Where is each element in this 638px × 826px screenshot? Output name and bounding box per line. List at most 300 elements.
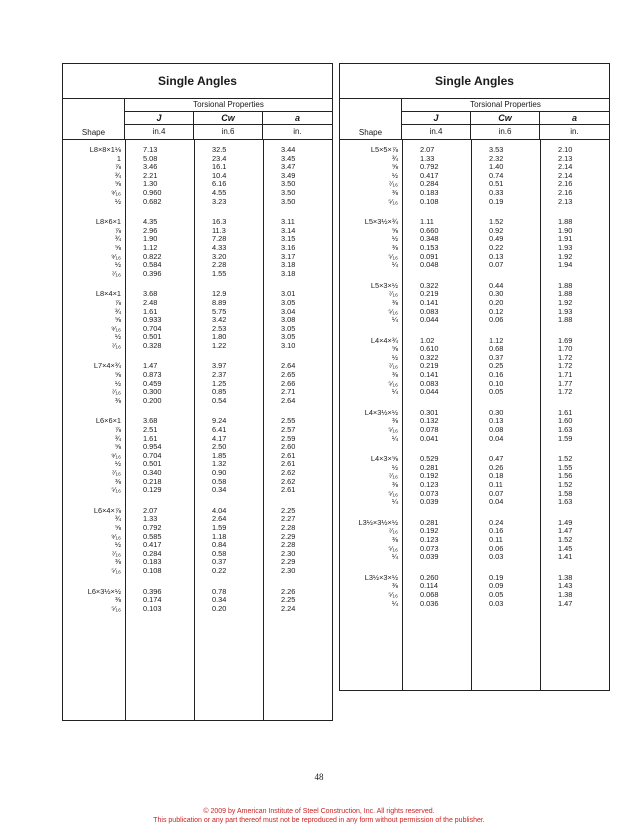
shape-group xyxy=(340,282,609,325)
j-cell: 0.660 xyxy=(420,225,439,235)
shape-cell: ¾ xyxy=(114,170,121,180)
j-cell: 1.30 xyxy=(143,179,158,189)
shape-cell: ½ xyxy=(114,260,121,270)
cw-cell: 10.4 xyxy=(212,170,227,180)
copyright-line-2: This publication or any part thereof must not be reproduced in any form without permission of the publisher. xyxy=(153,817,485,824)
cw-cell: 32.5 xyxy=(212,145,227,154)
a-cell: 3.08 xyxy=(281,315,296,325)
shape-cell: ⁹⁄₁₆ xyxy=(111,323,121,333)
shape-group xyxy=(63,362,332,405)
shape-cell: ⅞ xyxy=(114,425,121,435)
shape-cell: ⁵⁄₁₆ xyxy=(111,603,121,613)
table-row xyxy=(340,498,609,507)
shape-cell: L7×4×¾ xyxy=(93,361,121,371)
shape-cell: ½ xyxy=(114,540,121,550)
right-table-header xyxy=(340,99,609,140)
j-cell: 0.501 xyxy=(143,459,162,469)
j-cell: 0.300 xyxy=(143,387,162,397)
cw-cell: 0.49 xyxy=(489,234,504,244)
j-cell: 0.960 xyxy=(143,187,162,197)
shape-cell: L4×4×¾ xyxy=(370,335,398,345)
shape-cell: ⅝ xyxy=(114,315,121,325)
cw-cell: 0.92 xyxy=(489,225,504,235)
a-cell: 3.17 xyxy=(281,251,296,261)
shape-cell: ½ xyxy=(391,462,398,472)
cw-cell: 1.40 xyxy=(489,162,504,172)
j-cell: 0.132 xyxy=(420,416,439,426)
shape-group xyxy=(340,574,609,608)
shape-cell: ⅝ xyxy=(114,370,121,380)
j-cell: 0.083 xyxy=(420,306,439,316)
table-row xyxy=(340,435,609,444)
j-cell: 0.348 xyxy=(420,234,439,244)
shape-cell: L8×8×1⅛ xyxy=(89,145,121,154)
a-cell: 1.88 xyxy=(558,217,573,227)
j-cell: 0.260 xyxy=(420,572,439,582)
shape-cell: ⅝ xyxy=(114,242,121,252)
j-cell: 0.284 xyxy=(420,179,439,189)
cw-cell: 4.17 xyxy=(212,433,227,443)
cw-cell: 0.58 xyxy=(212,476,227,486)
cw-cell: 7.28 xyxy=(212,234,227,244)
cw-cell: 0.25 xyxy=(489,361,504,371)
j-cell: 0.219 xyxy=(420,361,439,371)
j-cell: 0.873 xyxy=(143,370,162,380)
left-cw-unit: in.6 xyxy=(194,125,263,139)
shape-cell: ⁹⁄₁₆ xyxy=(111,531,121,541)
table-row xyxy=(340,388,609,397)
table-row xyxy=(340,553,609,562)
a-cell: 2.64 xyxy=(281,395,296,405)
j-cell: 1.47 xyxy=(143,361,158,371)
j-cell: 0.529 xyxy=(420,454,439,464)
j-cell: 2.07 xyxy=(420,145,435,154)
cw-cell: 0.13 xyxy=(489,251,504,261)
j-cell: 0.091 xyxy=(420,251,439,261)
j-cell: 3.46 xyxy=(143,162,158,172)
j-cell: 1.61 xyxy=(143,306,158,316)
cw-cell: 0.58 xyxy=(212,548,227,558)
j-cell: 0.200 xyxy=(143,395,162,405)
shape-cell: ½ xyxy=(114,196,121,206)
a-cell: 3.47 xyxy=(281,162,296,172)
shape-cell: ½ xyxy=(391,234,398,244)
j-cell: 0.044 xyxy=(420,387,439,397)
a-cell: 1.88 xyxy=(558,289,573,299)
cw-cell: 0.10 xyxy=(489,378,504,388)
a-cell: 1.94 xyxy=(558,260,573,270)
shape-cell: ½ xyxy=(391,352,398,362)
right-table-title: Single Angles xyxy=(340,64,609,99)
a-cell: 1.92 xyxy=(558,251,573,261)
cw-cell: 0.78 xyxy=(212,586,227,596)
j-cell: 0.584 xyxy=(143,260,162,270)
shape-cell: ⁵⁄₁₆ xyxy=(388,196,398,206)
cw-cell: 0.03 xyxy=(489,552,504,562)
j-cell: 0.108 xyxy=(420,196,439,206)
j-cell: 2.48 xyxy=(143,297,158,307)
cw-cell: 3.53 xyxy=(489,145,504,154)
shape-cell: ⅜ xyxy=(391,534,398,544)
shape-cell: ⁷⁄₁₆ xyxy=(111,548,121,558)
j-cell: 0.218 xyxy=(143,476,162,486)
shape-cell: ½ xyxy=(114,332,121,342)
shape-cell: L5×3×½ xyxy=(370,280,398,290)
right-shape-header: Shape xyxy=(358,128,383,137)
a-cell: 3.10 xyxy=(281,340,296,350)
shape-cell: ⅜ xyxy=(114,557,121,567)
cw-cell: 0.90 xyxy=(212,468,227,477)
left-j-symbol: J xyxy=(125,111,194,125)
right-a-symbol: a xyxy=(540,111,609,125)
shape-cell: ⅝ xyxy=(391,162,398,172)
a-cell: 1.61 xyxy=(558,407,573,417)
left-torsional-header: Torsional Properties xyxy=(125,99,332,112)
a-cell: 1.69 xyxy=(558,335,573,345)
table-row xyxy=(340,316,609,325)
shape-cell: ⁷⁄₁₆ xyxy=(111,468,121,477)
j-cell: 0.792 xyxy=(143,522,162,532)
a-cell: 1.38 xyxy=(558,589,573,599)
right-table-body xyxy=(340,140,609,608)
a-cell: 2.55 xyxy=(281,416,296,426)
shape-cell: ⁷⁄₁₆ xyxy=(111,268,121,278)
cw-cell: 0.12 xyxy=(489,306,504,316)
left-j-unit: in.4 xyxy=(125,125,194,139)
j-cell: 1.33 xyxy=(143,514,158,524)
a-cell: 3.05 xyxy=(281,332,296,342)
shape-cell: ⅜ xyxy=(391,480,398,489)
j-cell: 0.682 xyxy=(143,196,162,206)
shape-cell: ⅜ xyxy=(391,242,398,252)
cw-cell: 0.20 xyxy=(212,603,227,613)
a-cell: 2.61 xyxy=(281,485,296,495)
left-cw-symbol: Cw xyxy=(194,111,263,125)
a-cell: 1.43 xyxy=(558,581,573,591)
shape-cell: ⅜ xyxy=(114,476,121,486)
a-cell: 2.61 xyxy=(281,459,296,469)
j-cell: 0.284 xyxy=(143,548,162,558)
a-cell: 1.56 xyxy=(558,471,573,481)
cw-cell: 16.3 xyxy=(212,217,227,227)
shape-cell: ¾ xyxy=(114,234,121,244)
a-cell: 2.64 xyxy=(281,361,296,371)
shape-cell: ¼ xyxy=(391,552,398,562)
j-cell: 0.183 xyxy=(420,187,439,197)
right-cw-symbol: Cw xyxy=(471,111,540,125)
a-cell: 1.52 xyxy=(558,534,573,544)
shape-cell: ¼ xyxy=(391,497,398,507)
cw-cell: 0.47 xyxy=(489,454,504,464)
shape-cell: ⅜ xyxy=(391,370,398,380)
shape-cell: ⅞ xyxy=(114,162,121,172)
cw-cell: 0.06 xyxy=(489,315,504,325)
a-cell: 3.45 xyxy=(281,153,296,163)
a-cell: 2.60 xyxy=(281,442,296,452)
shape-cell: ½ xyxy=(391,170,398,180)
shape-cell: ⁷⁄₁₆ xyxy=(388,526,398,536)
shape-group xyxy=(340,455,609,507)
a-cell: 3.14 xyxy=(281,225,296,235)
a-cell: 1.38 xyxy=(558,572,573,582)
cw-cell: 0.13 xyxy=(489,416,504,426)
shape-group xyxy=(63,290,332,350)
j-cell: 2.51 xyxy=(143,425,158,435)
shape-cell: L6×3½×½ xyxy=(87,586,121,596)
a-cell: 3.50 xyxy=(281,187,296,197)
j-cell: 0.114 xyxy=(420,581,438,591)
a-cell: 1.52 xyxy=(558,480,573,489)
shape-cell: ⁵⁄₁₆ xyxy=(388,378,398,388)
shape-cell: ⅝ xyxy=(391,344,398,354)
cw-cell: 0.37 xyxy=(212,557,227,567)
cw-cell: 0.44 xyxy=(489,280,504,290)
a-cell: 1.52 xyxy=(558,454,573,464)
j-cell: 2.96 xyxy=(143,225,158,235)
a-cell: 3.16 xyxy=(281,242,296,252)
shape-cell: ¾ xyxy=(114,514,121,524)
shape-cell: ¾ xyxy=(114,433,121,443)
shape-cell: L3½×3×½ xyxy=(364,572,398,582)
left-a-unit: in. xyxy=(293,127,302,136)
shape-cell: ⁵⁄₁₆ xyxy=(111,565,121,575)
page-number: 48 xyxy=(314,772,324,782)
a-cell: 3.18 xyxy=(281,268,296,278)
j-cell: 1.12 xyxy=(143,242,158,252)
cw-cell: 0.20 xyxy=(489,297,504,307)
j-cell: 0.954 xyxy=(143,442,162,452)
shape-cell: ⁵⁄₁₆ xyxy=(388,589,398,599)
j-cell: 1.33 xyxy=(420,153,435,163)
a-cell: 1.72 xyxy=(558,361,573,371)
a-cell: 1.45 xyxy=(558,543,573,553)
a-cell: 1.47 xyxy=(558,598,573,608)
cw-cell: 1.59 xyxy=(212,522,227,532)
shape-cell: ⅝ xyxy=(391,225,398,235)
shape-cell: ¾ xyxy=(391,153,398,163)
j-cell: 0.792 xyxy=(420,162,439,172)
j-cell: 1.61 xyxy=(143,433,158,443)
left-table-panel xyxy=(62,63,333,721)
shape-cell: ⁵⁄₁₆ xyxy=(388,251,398,261)
shape-group xyxy=(340,519,609,562)
a-cell: 1.91 xyxy=(558,234,573,244)
j-cell: 2.21 xyxy=(143,170,158,180)
j-cell: 0.108 xyxy=(143,565,162,575)
j-cell: 1.02 xyxy=(420,335,435,345)
j-cell: 0.083 xyxy=(420,378,439,388)
cw-cell: 0.68 xyxy=(489,344,504,354)
shape-cell: ⁵⁄₁₆ xyxy=(388,543,398,553)
table-row xyxy=(63,397,332,406)
j-cell: 0.039 xyxy=(420,552,439,562)
shape-cell: ¼ xyxy=(391,387,398,397)
shape-cell: ⅜ xyxy=(391,416,398,426)
shape-cell: ⁵⁄₁₆ xyxy=(388,306,398,316)
a-cell: 2.28 xyxy=(281,540,296,550)
cw-cell: 0.34 xyxy=(212,485,227,495)
a-cell: 2.10 xyxy=(558,145,573,154)
table-row xyxy=(63,605,332,614)
table-row xyxy=(63,567,332,576)
cw-cell: 1.25 xyxy=(212,378,227,388)
shape-cell: ¾ xyxy=(114,306,121,316)
cw-cell: 0.85 xyxy=(212,387,227,397)
j-cell: 0.041 xyxy=(420,433,439,443)
j-cell: 0.073 xyxy=(420,488,439,498)
a-cell: 3.11 xyxy=(281,217,295,227)
cw-cell: 4.55 xyxy=(212,187,227,197)
right-torsional-header: Torsional Properties xyxy=(402,99,609,112)
a-cell: 1.88 xyxy=(558,280,573,290)
table-row xyxy=(63,270,332,279)
cw-cell: 0.33 xyxy=(489,187,504,197)
j-cell: 0.153 xyxy=(420,242,439,252)
cw-cell: 3.20 xyxy=(212,251,227,261)
cw-cell: 1.22 xyxy=(212,340,227,350)
cw-cell: 0.51 xyxy=(489,179,504,189)
cw-cell: 0.74 xyxy=(489,170,504,180)
a-cell: 2.16 xyxy=(558,179,573,189)
cw-cell: 2.53 xyxy=(212,323,227,333)
shape-cell: L3½×3½×½ xyxy=(358,517,398,527)
a-cell: 1.59 xyxy=(558,433,573,443)
cw-cell: 3.42 xyxy=(212,315,227,325)
shape-cell: ⅝ xyxy=(114,442,121,452)
cw-cell: 0.11 xyxy=(489,534,503,544)
cw-cell: 0.18 xyxy=(489,471,504,481)
cw-cell: 6.16 xyxy=(212,179,227,189)
shape-cell: 1 xyxy=(116,153,121,163)
shape-cell: ¼ xyxy=(391,598,398,608)
shape-cell: ⁷⁄₁₆ xyxy=(388,361,398,371)
a-cell: 1.55 xyxy=(558,462,573,472)
j-cell: 0.192 xyxy=(420,471,439,481)
a-cell: 1.93 xyxy=(558,242,573,252)
shape-group xyxy=(63,588,332,614)
right-j-symbol: J xyxy=(402,111,471,125)
j-cell: 0.141 xyxy=(420,297,439,307)
shape-cell: ⁷⁄₁₆ xyxy=(111,387,121,397)
cw-cell: 1.18 xyxy=(212,531,227,541)
shape-cell: ⁹⁄₁₆ xyxy=(111,450,121,460)
j-cell: 5.08 xyxy=(143,153,158,163)
j-cell: 0.036 xyxy=(420,598,439,608)
j-cell: 0.322 xyxy=(420,352,439,362)
a-cell: 3.50 xyxy=(281,196,296,206)
cw-cell: 1.55 xyxy=(212,268,227,278)
shape-cell: ⅜ xyxy=(114,395,121,405)
cw-cell: 0.04 xyxy=(489,497,504,507)
a-cell: 3.44 xyxy=(281,145,296,154)
j-cell: 0.322 xyxy=(420,280,439,290)
cw-cell: 2.37 xyxy=(212,370,227,380)
a-cell: 1.77 xyxy=(558,378,573,388)
cw-cell: 0.04 xyxy=(489,433,504,443)
shape-cell: ⁹⁄₁₆ xyxy=(111,187,121,197)
a-cell: 2.26 xyxy=(281,586,296,596)
j-cell: 0.183 xyxy=(143,557,162,567)
table-row xyxy=(63,486,332,495)
j-cell: 0.141 xyxy=(420,370,439,380)
j-cell: 0.459 xyxy=(143,378,162,388)
shape-cell: L6×4×⅞ xyxy=(93,505,121,515)
shape-cell: ⁷⁄₁₆ xyxy=(388,179,398,189)
table-row xyxy=(63,342,332,351)
cw-cell: 1.52 xyxy=(489,217,504,227)
cw-cell: 11.3 xyxy=(212,225,226,235)
table-row xyxy=(340,600,609,609)
shape-group xyxy=(63,218,332,278)
shape-cell: ¼ xyxy=(391,433,398,443)
cw-cell: 23.4 xyxy=(212,153,227,163)
a-cell: 2.30 xyxy=(281,548,296,558)
j-cell: 0.417 xyxy=(420,170,439,180)
cw-cell: 0.11 xyxy=(489,480,503,489)
shape-cell: ½ xyxy=(114,378,121,388)
shape-cell: ⁷⁄₁₆ xyxy=(388,471,398,481)
j-cell: 0.039 xyxy=(420,497,439,507)
cw-cell: 0.22 xyxy=(212,565,227,575)
j-cell: 0.281 xyxy=(420,517,439,527)
cw-cell: 0.16 xyxy=(489,526,504,536)
a-cell: 2.25 xyxy=(281,505,296,515)
a-cell: 2.29 xyxy=(281,557,296,567)
right-table-panel xyxy=(339,63,610,691)
a-cell: 2.13 xyxy=(558,153,573,163)
j-cell: 0.704 xyxy=(143,450,162,460)
a-cell: 2.57 xyxy=(281,425,296,435)
shape-cell: L8×4×1 xyxy=(95,289,121,299)
cw-cell: 0.34 xyxy=(212,595,227,605)
j-cell: 0.301 xyxy=(420,407,439,417)
right-a-unit: in. xyxy=(570,127,579,136)
a-cell: 1.58 xyxy=(558,488,573,498)
cw-cell: 0.37 xyxy=(489,352,504,362)
shape-cell: ½ xyxy=(114,459,121,469)
cw-cell: 9.24 xyxy=(212,416,227,426)
a-cell: 1.70 xyxy=(558,344,573,354)
shape-cell: ⅜ xyxy=(391,187,398,197)
j-cell: 0.704 xyxy=(143,323,162,333)
shape-cell: ⁵⁄₁₆ xyxy=(388,488,398,498)
a-cell: 1.93 xyxy=(558,306,573,316)
shape-group xyxy=(340,337,609,397)
cw-cell: 0.07 xyxy=(489,488,504,498)
right-cw-unit: in.6 xyxy=(471,125,540,139)
shape-cell: ⁵⁄₁₆ xyxy=(111,485,121,495)
shape-group xyxy=(63,146,332,206)
j-cell: 0.610 xyxy=(420,344,439,354)
a-cell: 2.13 xyxy=(558,196,573,206)
left-table-header xyxy=(63,99,332,140)
cw-cell: 0.03 xyxy=(489,598,504,608)
a-cell: 2.27 xyxy=(281,514,296,524)
a-cell: 2.65 xyxy=(281,370,296,380)
cw-cell: 1.32 xyxy=(212,459,227,469)
shape-group xyxy=(340,409,609,443)
a-cell: 2.61 xyxy=(281,450,296,460)
cw-cell: 0.24 xyxy=(489,517,504,527)
left-shape-header: Shape xyxy=(81,128,106,137)
j-cell: 1.11 xyxy=(420,217,434,227)
cw-cell: 0.07 xyxy=(489,260,504,270)
a-cell: 2.62 xyxy=(281,476,296,486)
a-cell: 2.66 xyxy=(281,378,296,388)
left-table-title: Single Angles xyxy=(63,64,332,99)
shape-cell: L5×3½×¾ xyxy=(364,217,398,227)
a-cell: 1.71 xyxy=(558,370,573,380)
